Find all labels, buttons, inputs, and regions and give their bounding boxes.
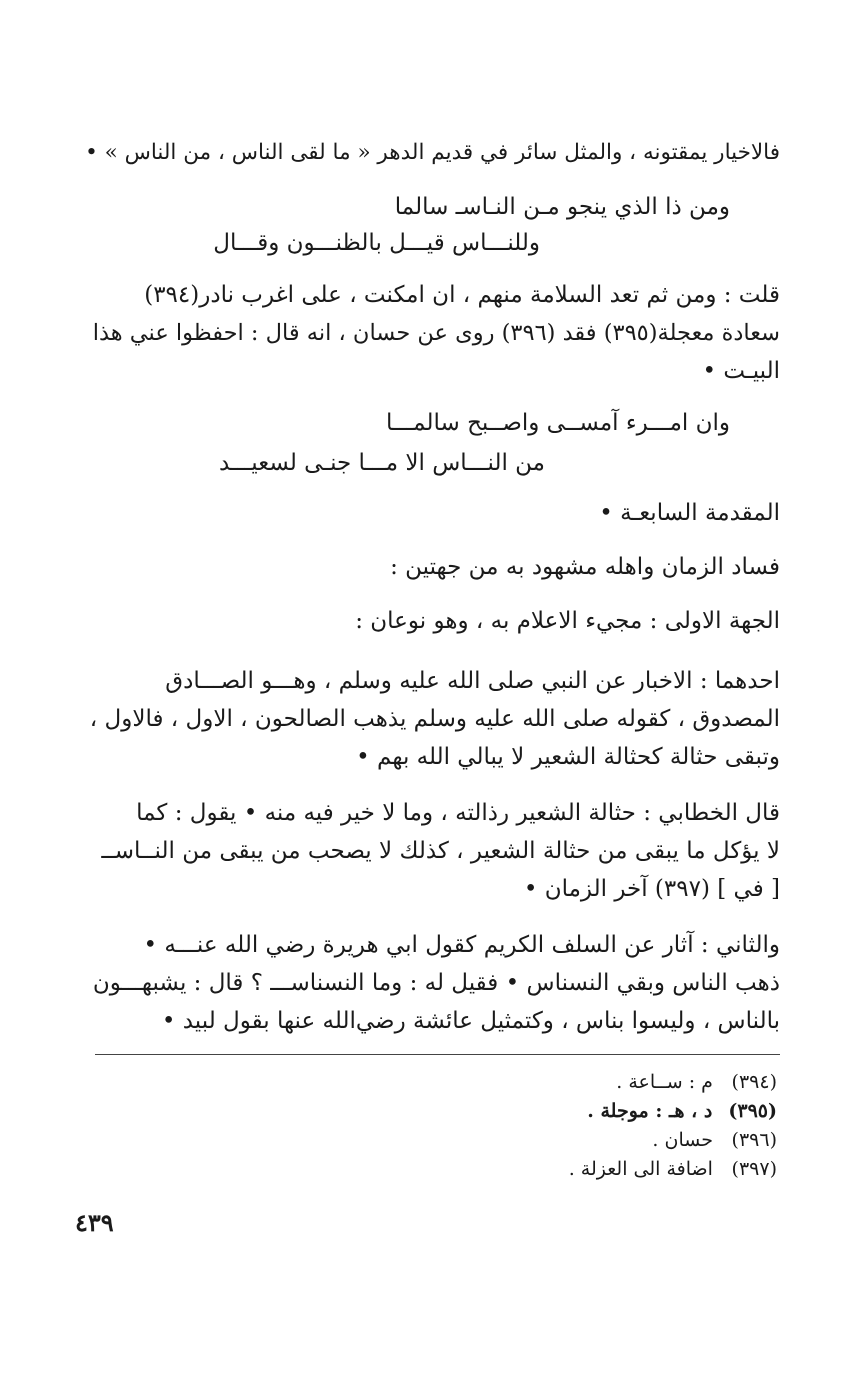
text-line: المصدوق ، كقوله صلى الله عليه وسلم يذهب الصالحون ، الاول ، فالاول ،: [89, 706, 780, 732]
text-line: قلت : ومن ثم تعد السلامة منهم ، ان امكنت ، على اغرب نادر(٣٩٤): [144, 282, 780, 308]
page-number: ٤٣٩: [75, 1208, 114, 1237]
text-line: فالاخيار يمقتونه ، والمثل سائر في قديم الدهر « ما لقى الناس ، من الناس » •: [85, 140, 780, 165]
footnote-text: حسان .: [652, 1129, 713, 1151]
section-heading: المقدمة السابعـة •: [599, 500, 780, 526]
footnote: [569, 1155, 777, 1183]
text-line: بالناس ، وليسوا بناس ، وكتمثيل عائشة رضي‌الله عنها بقول لبيد •: [161, 1008, 780, 1034]
footnote: [616, 1068, 777, 1096]
footnote-number: (٣٩٤): [731, 1071, 777, 1093]
footnote-text: اضافة الى العزلة .: [568, 1158, 713, 1180]
footnote-text: د ، هـ : موجلة .: [587, 1100, 713, 1122]
footnote-number: (٣٩٦): [731, 1129, 777, 1151]
footnote: [652, 1126, 777, 1154]
text-line: [ في ] (٣٩٧) آخر الزمان •: [523, 876, 780, 902]
footnote-number: (٣٩٧): [731, 1158, 777, 1180]
verse-line: من النـــاس الا مـــا جنـى لسعيـــد: [219, 450, 545, 476]
verse-line: وان امـــرء آمســى واصــبح سالمـــا: [385, 410, 730, 436]
text-line: البيـت •: [702, 358, 780, 384]
verse-line: وللنـــاس قيـــل بالظنـــون وقـــال: [213, 230, 540, 256]
footnote: [587, 1097, 777, 1125]
verse-line: ومن ذا الذي ينجو مـن النـاسـ سالما: [394, 194, 730, 220]
text-line: والثاني : آثار عن السلف الكريم كقول ابي هريرة رضي الله عنـــه •: [143, 932, 780, 958]
text-line: وتبقى حثالة كحثالة الشعير لا يبالي الله بهم •: [356, 744, 780, 770]
text-line: ذهب الناس وبقي النسناس • فقيل له : وما النسناســـ ؟ قال : يشبهـــون: [92, 970, 780, 996]
text-line: احدهما : الاخبار عن النبي صلى الله عليه وسلم ، وهـــو الصـــادق: [165, 668, 780, 694]
text-line: قال الخطابي : حثالة الشعير رذالته ، وما لا خير فيه منه • يقول : كما: [136, 800, 780, 826]
footnote-number: (٣٩٥): [728, 1100, 777, 1122]
text-line: لا يؤكل ما يبقى من حثالة الشعير ، كذلك لا يصحب من يبقى من النــاســ: [101, 838, 780, 864]
footnote-text: م : ســاعة .: [616, 1071, 713, 1093]
footnote-separator: [95, 1054, 780, 1055]
text-line: سعادة معجلة(٣٩٥) فقد (٣٩٦) روى عن حسان ، انه قال : احفظوا عني هذا: [92, 320, 780, 346]
text-line: فساد الزمان واهله مشهود به من جهتين :: [390, 554, 780, 580]
text-line: الجهة الاولى : مجيء الاعلام به ، وهو نوعان :: [355, 608, 780, 634]
